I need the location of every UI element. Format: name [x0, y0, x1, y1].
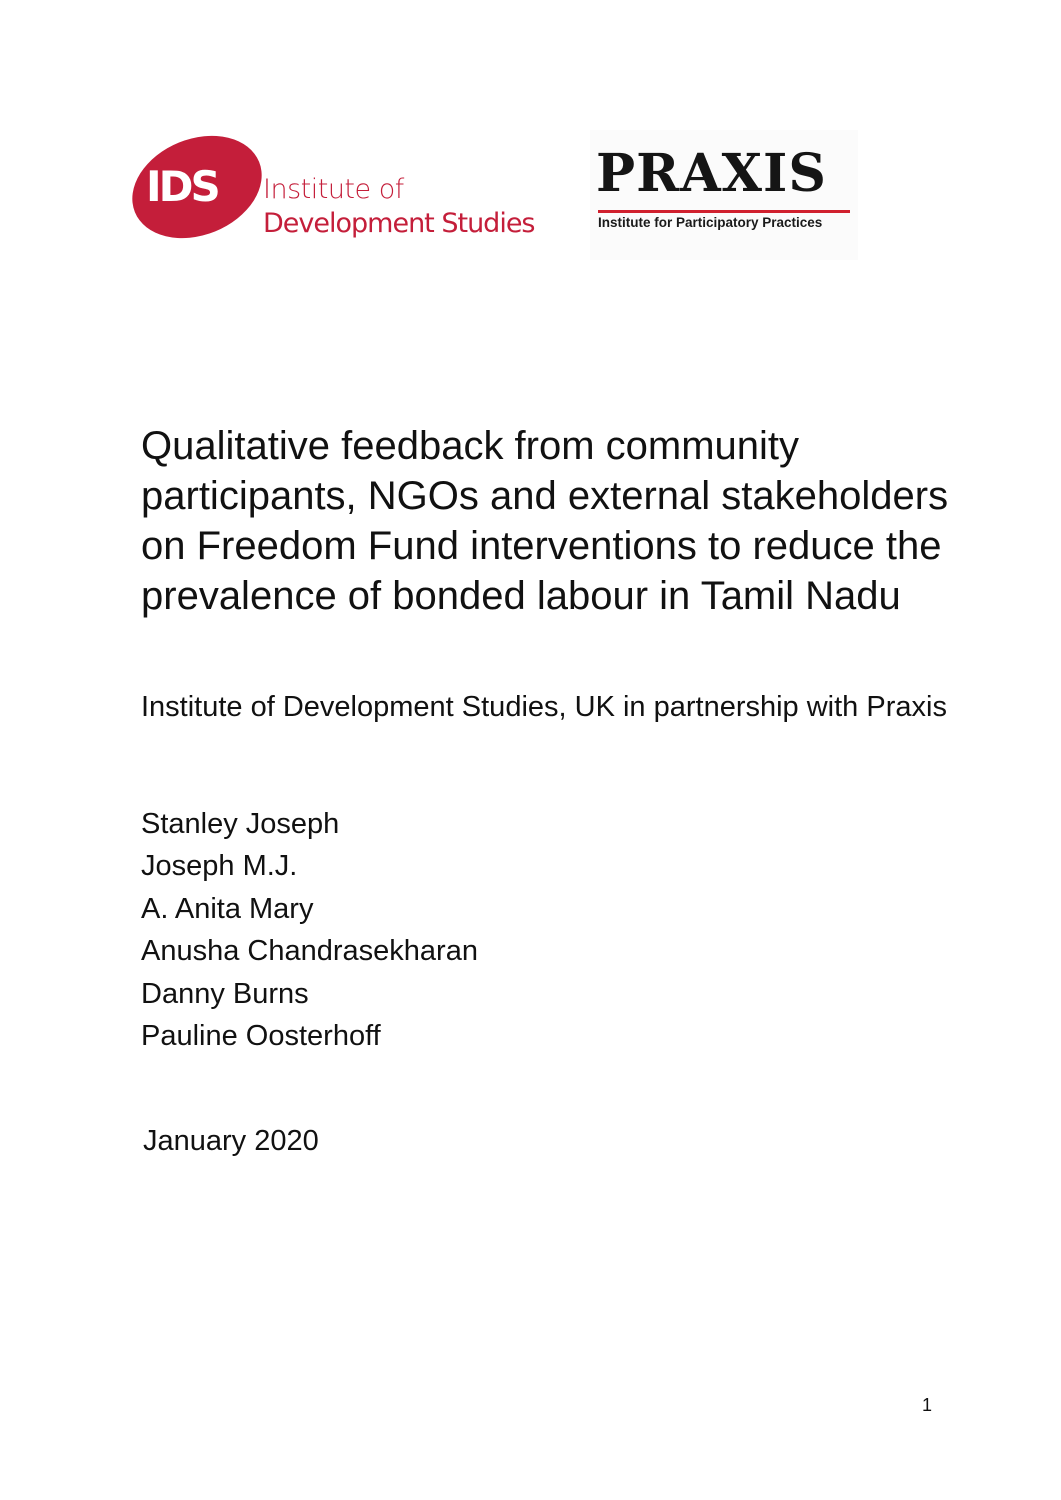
ids-mark-text: IDS — [146, 162, 218, 211]
author-name: Danny Burns — [141, 977, 309, 1010]
praxis-wordmark: PRAXIS — [596, 143, 827, 204]
ids-ellipse-mark — [128, 132, 268, 250]
author-name: A. Anita Mary — [141, 892, 314, 925]
praxis-tagline: Institute for Participatory Practices — [598, 215, 823, 230]
ids-logo-line2: Development Studies — [263, 208, 535, 239]
praxis-logo — [590, 130, 858, 260]
praxis-divider — [598, 210, 850, 213]
publication-date: January 2020 — [143, 1125, 319, 1157]
document-title: Qualitative feedback from community participants, NGOs and external stakeholders on Freedom Fund interventions to reduce the prevalence of bonded labour in Tamil Nadu — [141, 424, 949, 618]
author-name: Joseph M.J. — [141, 850, 298, 883]
author-name: Anusha Chandrasekharan — [141, 935, 478, 968]
author-list — [141, 803, 478, 1057]
ids-logo — [128, 132, 548, 250]
ids-logo-line1: Institute of — [263, 174, 404, 205]
page-number: 1 — [922, 1395, 933, 1415]
author-name: Pauline Oosterhoff — [141, 1020, 381, 1053]
document-subtitle: Institute of Development Studies, UK in partnership with Praxis — [141, 691, 947, 723]
author-name: Stanley Joseph — [141, 808, 340, 840]
